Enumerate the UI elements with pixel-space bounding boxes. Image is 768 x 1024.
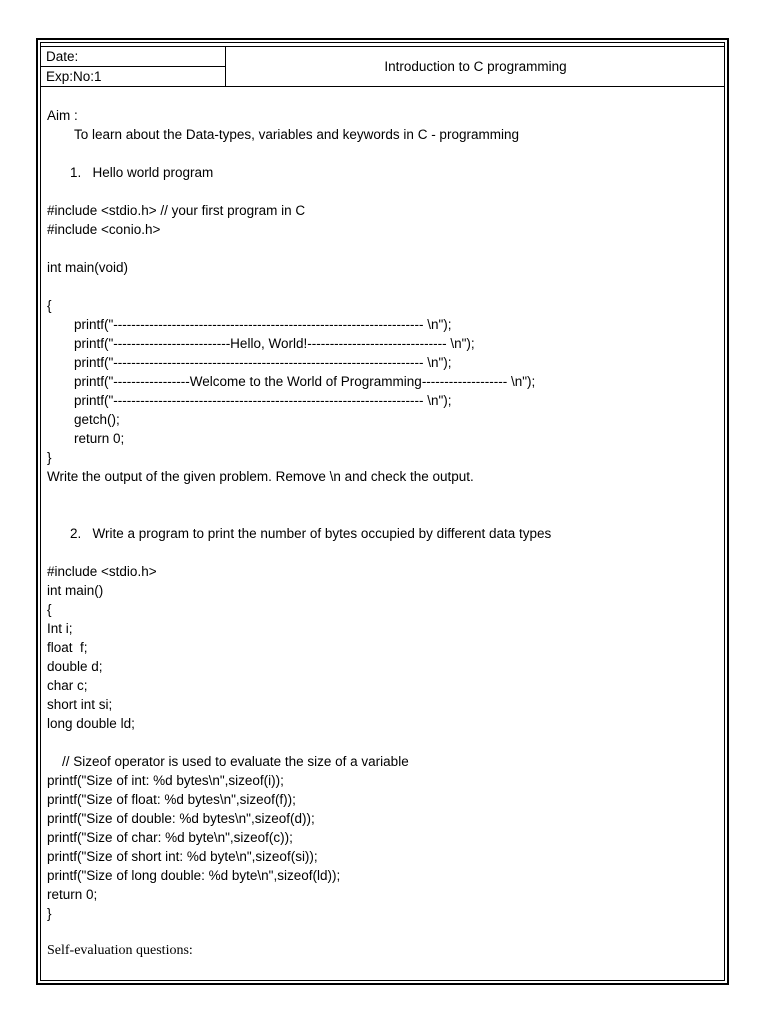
code-line: printf("Size of short int: %d byte\n",sizeof(si)); — [47, 849, 318, 864]
code-line: printf("Size of long double: %d byte\n",sizeof(ld)); — [47, 868, 341, 883]
exp-number-label: Exp:No:1 — [46, 69, 102, 84]
code-line: printf("--------------------------------------------------------------------- \n"); — [74, 393, 452, 408]
code-comment: // Sizeof operator is used to evaluate the size of a variable — [62, 754, 409, 769]
aim-text: To learn about the Data-types, variables and keywords in C - programming — [74, 127, 519, 142]
code-line: { — [47, 602, 52, 617]
code-line: } — [47, 906, 52, 921]
code-line: printf("Size of char: %d byte\n",sizeof(c)); — [47, 830, 293, 845]
code-line: printf("Size of float: %d bytes\n",sizeof(f)); — [47, 792, 296, 807]
code-line: return 0; — [74, 431, 125, 446]
header-table — [40, 46, 725, 87]
self-evaluation-heading: Self-evaluation questions: — [47, 943, 193, 958]
section1-note: Write the output of the given problem. Remove \n and check the output. — [47, 469, 474, 484]
code-line: Int i; — [47, 621, 73, 636]
code-line: char c; — [47, 678, 88, 693]
section2-heading: 2. Write a program to print the number of bytes occupied by different data types — [70, 526, 552, 541]
page-title: Introduction to C programming — [384, 59, 567, 74]
code-line: int main() — [47, 583, 104, 598]
code-line: #include <conio.h> — [47, 222, 161, 237]
code-line: double d; — [47, 659, 103, 674]
code-line: printf("--------------------------Hello, World!------------------------------- \n"); — [74, 336, 475, 351]
code-line: #include <stdio.h> — [47, 564, 157, 579]
code-line: { — [47, 298, 52, 313]
code-line: return 0; — [47, 887, 98, 902]
code-line: printf("Size of int: %d bytes\n",sizeof(i)); — [47, 773, 284, 788]
code-line: printf("--------------------------------------------------------------------- \n"); — [74, 355, 452, 370]
code-line: getch(); — [74, 412, 120, 427]
code-line: float f; — [47, 640, 88, 655]
code-line: printf("Size of double: %d bytes\n",sizeof(d)); — [47, 811, 315, 826]
code-line: #include <stdio.h> // your first program in C — [47, 203, 306, 218]
code-line: int main(void) — [47, 260, 129, 275]
header-left-cell — [40, 47, 226, 86]
date-label: Date: — [40, 47, 225, 67]
code-line: short int si; — [47, 697, 113, 712]
code-line: printf("--------------------------------------------------------------------- \n"); — [74, 317, 452, 332]
aim-label: Aim : — [47, 108, 78, 123]
code-line: } — [47, 450, 52, 465]
code-line: printf("-----------------Welcome to the World of Programming------------------- \n"); — [74, 374, 536, 389]
section1-heading: 1. Hello world program — [70, 165, 214, 180]
code-line: long double ld; — [47, 716, 135, 731]
